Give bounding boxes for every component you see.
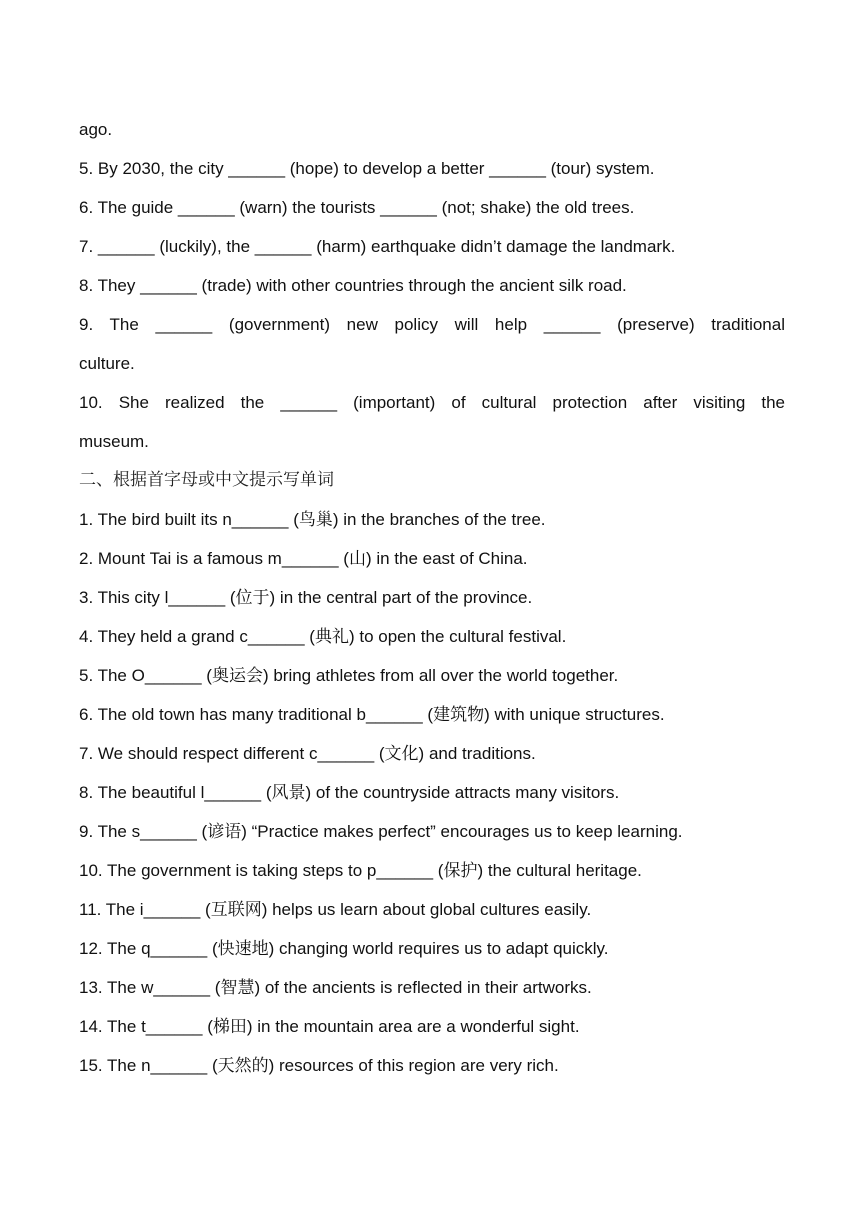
- list-item: 8. The beautiful l______ (风景) of the countryside attracts many visitors.: [79, 783, 620, 802]
- question-7: 7. ______ (luckily), the ______ (harm) earthquake didn’t damage the landmark.: [79, 237, 676, 256]
- list-item: 5. The O______ (奥运会) bring athletes from all over the world together.: [79, 666, 619, 685]
- list-item: 6. The old town has many traditional b______ (建筑物) with unique structures.: [79, 705, 665, 724]
- list-item: 14. The t______ (梯田) in the mountain area are a wonderful sight.: [79, 1017, 580, 1036]
- list-item: 3. This city l______ (位于) in the central part of the province.: [79, 588, 533, 607]
- question-10-line-2: museum.: [79, 432, 149, 451]
- list-item: 11. The i______ (互联网) helps us learn about global cultures easily.: [79, 900, 592, 919]
- question-5: 5. By 2030, the city ______ (hope) to develop a better ______ (tour) system.: [79, 159, 655, 178]
- question-8: 8. They ______ (trade) with other countries through the ancient silk road.: [79, 276, 627, 295]
- list-item: 1. The bird built its n______ (鸟巢) in the branches of the tree.: [79, 510, 546, 529]
- list-item: 12. The q______ (快速地) changing world requires us to adapt quickly.: [79, 939, 609, 958]
- list-item: 9. The s______ (谚语) “Practice makes perfect” encourages us to keep learning.: [79, 822, 683, 841]
- question-9-line-1: 9. The ______ (government) new policy will help ______ (preserve) traditional: [79, 315, 785, 334]
- list-item: 7. We should respect different c______ (文化) and traditions.: [79, 744, 536, 763]
- list-item: 13. The w______ (智慧) of the ancients is reflected in their artworks.: [79, 978, 592, 997]
- list-item: 10. The government is taking steps to p______ (保护) the cultural heritage.: [79, 861, 642, 880]
- question-10-line-1: 10. She realized the ______ (important) of cultural protection after visiting the: [79, 393, 785, 412]
- list-item: 4. They held a grand c______ (典礼) to open the cultural festival.: [79, 627, 567, 646]
- section-heading: 二、根据首字母或中文提示写单词: [79, 470, 334, 490]
- worksheet-page: [79, 110, 785, 1085]
- list-item: 2. Mount Tai is a famous m______ (山) in the east of China.: [79, 549, 528, 568]
- question-4-continuation: ago.: [79, 120, 113, 139]
- question-9-line-2: culture.: [79, 354, 135, 373]
- list-item: 15. The n______ (天然的) resources of this region are very rich.: [79, 1056, 559, 1075]
- question-6: 6. The guide ______ (warn) the tourists ______ (not; shake) the old trees.: [79, 198, 635, 217]
